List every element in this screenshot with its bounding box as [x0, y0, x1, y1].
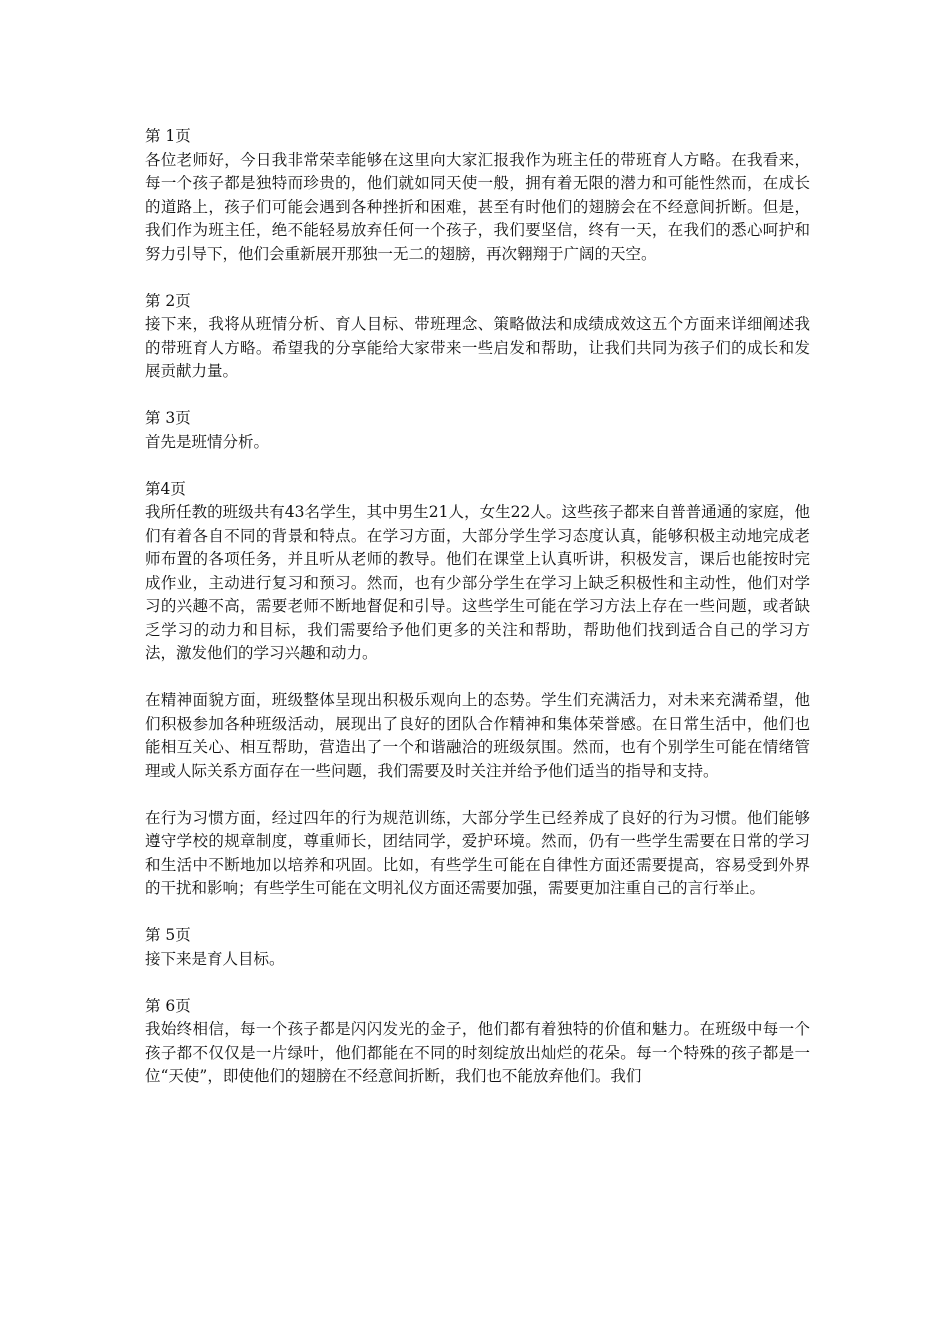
page-label: 第4页 [145, 479, 186, 498]
page-section-2 [145, 290, 810, 384]
page-label: 第 3页 [145, 409, 191, 427]
document-body [145, 125, 810, 1112]
page-section-1 [145, 125, 810, 266]
page-section-4 [145, 478, 810, 901]
paragraph: 接下来，我将从班情分析、育人目标、带班理念、策略做法和成绩成效这五个方面来详细阐述我的带班育人方略。希望我的分享能给大家带来一些启发和帮助，让我们共同为孩子们的成长和发展贡献力量。 [145, 315, 810, 380]
paragraph: 在精神面貌方面，班级整体呈现出积极乐观向上的态势。学生们充满活力，对未来充满希望，他们积极参加各种班级活动，展现出了良好的团队合作精神和集体荣誉感。在日常生活中，他们也能相互关心、相互帮助，营造出了一个和谐融洽的班级氛围。然而，也有个别学生可能在情绪管理或人际关系方面存在一些问题，我们需要及时关注并给予他们适当的指导和支持。 [145, 691, 810, 780]
page-section-5 [145, 924, 810, 971]
paragraph: 我始终相信，每一个孩子都是闪闪发光的金子，他们都有着独特的价值和魅力。在班级中每一个孩子都不仅仅是一片绿叶，他们都能在不同的时刻绽放出灿烂的花朵。每一个特殊的孩子都是一位“天使”，即使他们的翅膀在不经意间折断，我们也不能放弃他们。我们 [145, 1020, 810, 1085]
page-label: 第 6页 [145, 996, 191, 1015]
page-section-3 [145, 407, 810, 454]
page-section-6 [145, 995, 810, 1089]
paragraph: 在行为习惯方面，经过四年的行为规范训练，大部分学生已经养成了良好的行为习惯。他们能够遵守学校的规章制度，尊重师长，团结同学，爱护环境。然而，仍有一些学生需要在日常的学习和生活中不断地加以培养和巩固。比如，有些学生可能在自律性方面还需要提高，容易受到外界的干扰和影响；有些学生可能在文明礼仪方面还需要加强，需要更加注重自己的言行举止。 [145, 808, 810, 897]
paragraph: 首先是班情分析。 [145, 432, 270, 451]
paragraph: 各位老师好，今日我非常荣幸能够在这里向大家汇报我作为班主任的带班育人方略。在我看来，每一个孩子都是独特而珍贵的，他们就如同天使一般，拥有着无限的潜力和可能性然而，在成长的道路上，孩子们可能会遇到各种挫折和困难，甚至有时他们的翅膀会在不经意间折断。但是，我们作为班主任，绝不能轻易放弃任何一个孩子，我们要坚信，终有一天，在我们的悉心呵护和努力引导下，他们会重新展开那独一无二的翅膀，再次翱翔于广阔的天空。 [145, 150, 810, 263]
page-label: 第 1页 [145, 127, 191, 145]
page-label: 第 2页 [145, 291, 191, 310]
paragraph: 我所任教的班级共有43名学生，其中男生21人，女生22人。这些孩子都来自普普通通的家庭，他们有着各自不同的背景和特点。在学习方面，大部分学生学习态度认真，能够积极主动地完成老师布置的各项任务，并且听从老师的教导。他们在课堂上认真听讲，积极发言，课后也能按时完成作业，主动进行复习和预习。然而，也有少部分学生在学习上缺乏积极性和主动性，他们对学习的兴趣不高，需要老师不断地督促和引导。这些学生可能在学习方法上存在一些问题，或者缺乏学习的动力和目标，我们需要给予他们更多的关注和帮助，帮助他们找到适合自己的学习方法，激发他们的学习兴趣和动力。 [145, 503, 810, 662]
page-label: 第 5页 [145, 926, 191, 944]
paragraph: 接下来是育人目标。 [145, 949, 285, 968]
